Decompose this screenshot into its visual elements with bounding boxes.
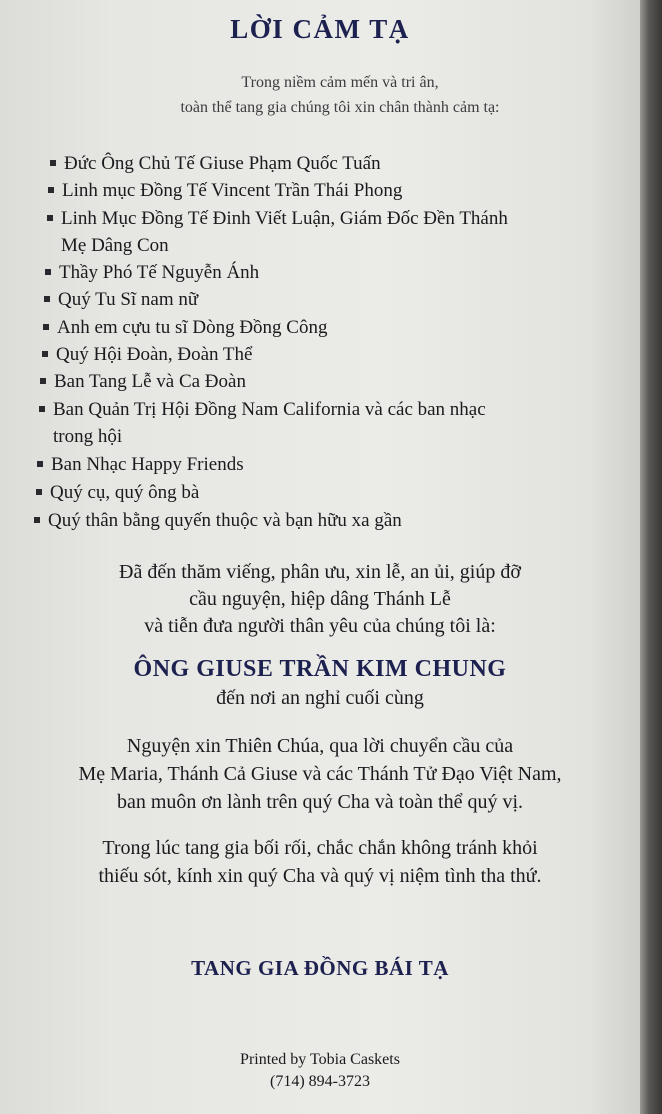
bullet-icon [40,378,46,384]
list-item-text: Ban Quản Trị Hội Đồng Nam California và các ban nhạc [53,399,486,420]
list-item-text: Anh em cựu tu sĩ Dòng Đồng Công [57,317,328,338]
list-item [45,259,259,286]
apology-line-2: thiếu sót, kính xin quý Cha và quý vị niệm tình tha thứ. [98,865,542,887]
prayer-line-2: Mẹ Maria, Thánh Cả Giuse và các Thánh Tử Đạo Việt Nam, [78,763,562,785]
list-item [42,341,252,368]
bullet-icon [37,461,43,467]
list-item-text: Linh Mục Đồng Tế Đinh Viết Luận, Giám Đốc Đền Thánh [61,208,508,229]
bullet-icon [36,489,42,495]
printer-credit: Printed by Tobia Caskets [240,1051,400,1068]
visit-line-2: cầu nguyện, hiệp dâng Thánh Lễ [189,588,451,610]
bullet-icon [44,296,50,302]
deceased-name: ÔNG GIUSE TRẦN KIM CHUNG [133,656,507,682]
intro-line-1: Trong niềm cảm mến và tri ân, [241,74,439,91]
list-item-continuation: Mẹ Dâng Con [61,235,169,256]
background-edge [640,0,662,1114]
list-item [34,507,402,534]
list-item-text: Thầy Phó Tế Nguyễn Ánh [59,262,260,283]
bullet-icon [48,187,54,193]
prayer-line-3: ban muôn ơn lành trên quý Cha và toàn thể quý vị. [116,791,524,813]
bullet-icon [45,269,51,275]
bullet-icon [47,215,53,221]
page-title: LỜI CẢM TẠ [230,14,410,44]
list-item [43,314,327,341]
list-item [50,150,381,177]
list-item-text: Linh mục Đồng Tế Vincent Trần Thái Phong [62,180,403,201]
bullet-icon [43,324,49,330]
list-item-text: Ban Nhạc Happy Friends [51,454,244,475]
bullet-icon [39,406,45,412]
list-item-text: Quý Hội Đoàn, Đoàn Thể [56,344,253,365]
list-item [40,368,246,395]
list-item [37,451,244,478]
list-item-text: Quý Tu Sĩ nam nữ [58,289,199,310]
list-item-text: Đức Ông Chủ Tế Giuse Phạm Quốc Tuấn [64,153,381,174]
bullet-icon [50,160,56,166]
list-item [48,177,402,204]
list-item [36,479,199,506]
prayer-line-1: Nguyện xin Thiên Chúa, qua lời chuyển cầu của [126,735,514,757]
bullet-icon [34,517,40,523]
list-item-text: Quý thân bằng quyến thuộc và bạn hữu xa gần [48,510,402,531]
intro-line-2: toàn thể tang gia chúng tôi xin chân thành cảm tạ: [180,99,500,116]
family-signature: TANG GIA ĐỒNG BÁI TẠ [191,956,449,980]
apology-line-1: Trong lúc tang gia bối rối, chắc chắn không tránh khỏi [102,837,538,859]
list-item-text: Ban Tang Lễ và Ca Đoàn [54,371,246,392]
visit-line-3: và tiễn đưa người thân yêu của chúng tôi là: [144,615,496,637]
list-item-text: Quý cụ, quý ông bà [50,482,200,503]
list-item-continuation: trong hội [53,426,123,447]
list-item [47,205,508,259]
rest-line: đến nơi an nghỉ cuối cùng [216,687,424,709]
visit-line-1: Đã đến thăm viếng, phân ưu, xin lễ, an ủi, giúp đỡ [119,561,521,583]
printer-phone: (714) 894-3723 [270,1073,370,1090]
list-item [39,396,486,450]
list-item [44,286,198,313]
bullet-icon [42,351,48,357]
